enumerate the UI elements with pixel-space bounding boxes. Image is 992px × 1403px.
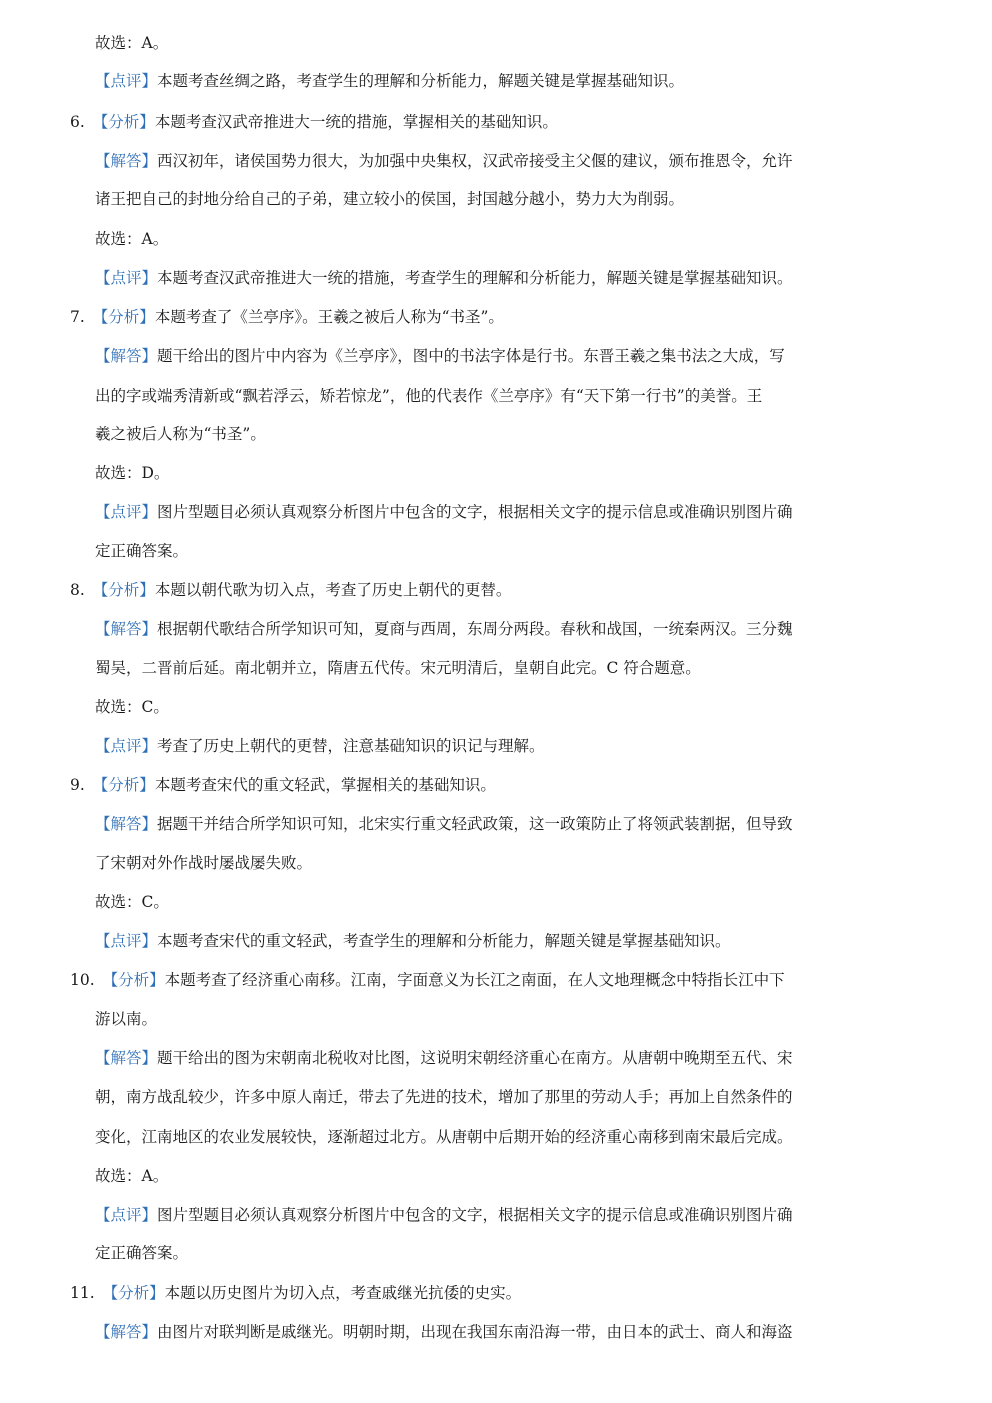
text-line (95, 853, 882, 873)
section-tag-jieda: 【解答】 (95, 1323, 158, 1341)
line-text: 本题以历史图片为切入点，考查戚继光抗倭的史实。 (164, 1284, 522, 1302)
line-text: 定正确答案。 (95, 1244, 189, 1262)
line-text: 由图片对联判断是戚继光。明朝时期，出现在我国东南沿海一带，由日本的武士、商人和海盗 (157, 1323, 793, 1341)
line-text: 本题考查了经济重心南移。江南，字面意义为长江之南面，在人文地理概念中特指长江中下 (164, 971, 785, 989)
text-line (70, 112, 882, 132)
line-text: 本题以朝代歌为切入点，考查了历史上朝代的更替。 (154, 581, 512, 599)
line-text: 游以南。 (95, 1010, 158, 1028)
text-line (95, 502, 882, 522)
line-text: 图片型题目必须认真观察分析图片中包含的文字，根据相关文字的提示信息或准确识别图片确 (157, 1206, 793, 1224)
line-text: 故选：C。 (95, 893, 169, 911)
line-text: 诸王把自己的封地分给自己的子弟，建立较小的侯国，封国越分越小，势力大为削弱。 (95, 190, 685, 208)
text-line (70, 970, 882, 990)
text-line (95, 463, 882, 483)
question-number: 7. (70, 308, 85, 326)
line-text: 考查了历史上朝代的更替，注意基础知识的识记与理解。 (157, 737, 545, 755)
section-tag-jieda: 【解答】 (95, 152, 158, 170)
line-text: 变化，江南地区的农业发展较快，逐渐超过北方。从唐朝中后期开始的经济重心南移到南宋最后完成。 (95, 1128, 793, 1146)
line-text: 定正确答案。 (95, 542, 189, 560)
line-text: 根据朝代歌结合所学知识可知，夏商与西周，东周分两段。春秋和战国，一统秦两汉。三分魏 (157, 620, 793, 638)
section-tag-dianping: 【点评】 (95, 503, 158, 521)
text-line (95, 424, 882, 444)
text-line (95, 386, 882, 406)
text-line (95, 1009, 882, 1029)
text-line (95, 1322, 882, 1342)
section-tag-jieda: 【解答】 (95, 815, 158, 833)
text-line (95, 1205, 882, 1225)
text-line (95, 658, 882, 678)
question-number: 8. (70, 581, 85, 599)
line-text: 羲之被后人称为“书圣”。 (95, 425, 266, 443)
section-tag-fenxi: 【分析】 (92, 581, 155, 599)
line-text: 据题干并结合所学知识可知，北宋实行重文轻武政策，这一政策防止了将领武装割据，但导致 (157, 815, 793, 833)
text-line (95, 189, 882, 209)
text-line (95, 1087, 882, 1107)
line-text: 故选：D。 (95, 464, 170, 482)
text-line (95, 814, 882, 834)
section-tag-jieda: 【解答】 (95, 620, 158, 638)
text-line (95, 1048, 882, 1068)
question-number: 10. (70, 971, 95, 989)
section-tag-fenxi: 【分析】 (92, 113, 155, 131)
text-line (95, 1127, 882, 1147)
text-line (70, 580, 882, 600)
line-text: 故选：A。 (95, 34, 169, 52)
line-text: 了宋朝对外作战时屡战屡失败。 (95, 854, 313, 872)
question-number: 6. (70, 113, 85, 131)
section-tag-fenxi: 【分析】 (102, 971, 165, 989)
line-text: 图片型题目必须认真观察分析图片中包含的文字，根据相关文字的提示信息或准确识别图片确 (157, 503, 793, 521)
line-text: 题干给出的图为宋朝南北税收对比图，这说明宋朝经济重心在南方。从唐朝中晚期至五代、宋 (157, 1049, 793, 1067)
line-text: 本题考查丝绸之路，考查学生的理解和分析能力，解题关键是掌握基础知识。 (157, 72, 685, 90)
text-line (95, 71, 882, 91)
section-tag-dianping: 【点评】 (95, 737, 158, 755)
text-line (70, 307, 882, 327)
text-line (95, 892, 882, 912)
line-text: 蜀吴，二晋前后延。南北朝并立，隋唐五代传。宋元明清后，皇朝自此完。C 符合题意。 (95, 659, 701, 677)
text-line (95, 33, 882, 53)
line-text: 西汉初年，诸侯国势力很大，为加强中央集权，汉武帝接受主父偃的建议，颁布推恩令，允许 (157, 152, 793, 170)
line-text: 本题考查宋代的重文轻武，掌握相关的基础知识。 (154, 776, 496, 794)
text-line (95, 697, 882, 717)
section-tag-fenxi: 【分析】 (92, 308, 155, 326)
line-text: 本题考查了《兰亭序》。王羲之被后人称为“书圣”。 (154, 308, 504, 326)
section-tag-dianping: 【点评】 (95, 72, 158, 90)
section-tag-jieda: 【解答】 (95, 347, 158, 365)
text-line (95, 619, 882, 639)
text-line (95, 1243, 882, 1263)
line-text: 本题考查汉武帝推进大一统的措施，掌握相关的基础知识。 (154, 113, 558, 131)
text-line (95, 268, 882, 288)
section-tag-jieda: 【解答】 (95, 1049, 158, 1067)
question-number: 9. (70, 776, 85, 794)
section-tag-fenxi: 【分析】 (92, 776, 155, 794)
text-line (70, 1283, 882, 1303)
line-text: 本题考查汉武帝推进大一统的措施，考查学生的理解和分析能力，解题关键是掌握基础知识。 (157, 269, 793, 287)
text-line (95, 151, 882, 171)
line-text: 朝，南方战乱较少，许多中原人南迁，带去了先进的技术，增加了那里的劳动人手；再加上自然条件的 (95, 1088, 793, 1106)
section-tag-dianping: 【点评】 (95, 269, 158, 287)
text-line (95, 1166, 882, 1186)
text-line (95, 541, 882, 561)
line-text: 故选：A。 (95, 1167, 169, 1185)
line-text: 故选：C。 (95, 698, 169, 716)
text-line (95, 736, 882, 756)
text-line (95, 229, 882, 249)
text-line (95, 931, 882, 951)
line-text: 故选：A。 (95, 230, 169, 248)
line-text: 题干给出的图片中内容为《兰亭序》，图中的书法字体是行书。东晋王羲之集书法之大成，写 (157, 347, 785, 365)
text-line (95, 346, 882, 366)
question-number: 11. (70, 1284, 95, 1302)
section-tag-dianping: 【点评】 (95, 1206, 158, 1224)
line-text: 出的字或端秀清新或“飘若浮云，矫若惊龙”，他的代表作《兰亭序》有“天下第一行书”的美誉。王 (95, 387, 763, 405)
text-line (70, 775, 882, 795)
section-tag-dianping: 【点评】 (95, 932, 158, 950)
line-text: 本题考查宋代的重文轻武，考查学生的理解和分析能力，解题关键是掌握基础知识。 (157, 932, 731, 950)
section-tag-fenxi: 【分析】 (102, 1284, 165, 1302)
